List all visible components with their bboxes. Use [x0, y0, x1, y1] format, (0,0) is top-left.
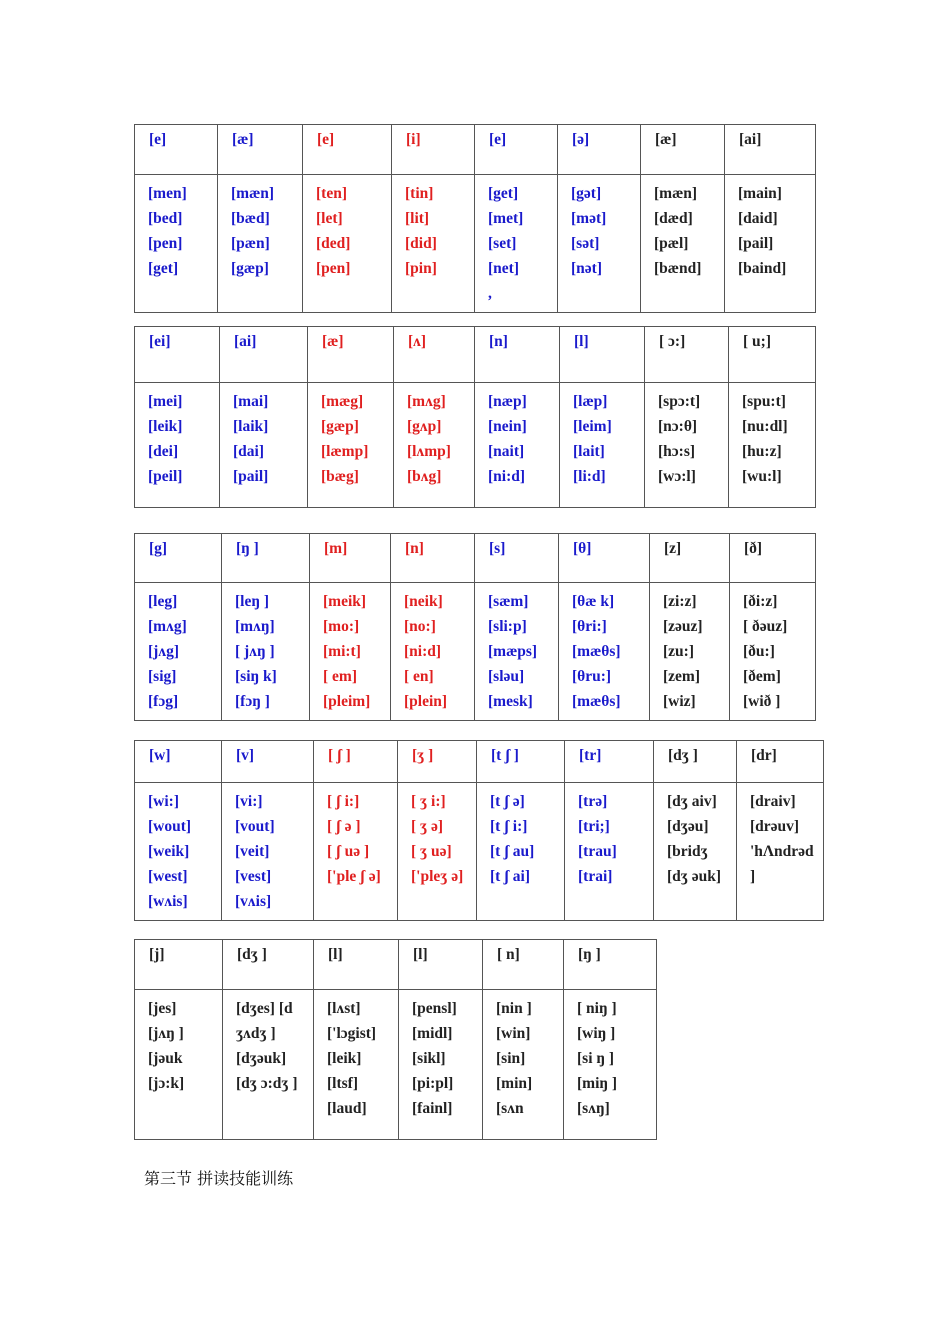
- phoneme-header-cell: [477, 741, 565, 783]
- example-word: [vʌis]: [235, 893, 272, 910]
- example-word: [pensl]: [412, 1000, 457, 1017]
- example-word: [nin ]: [496, 1000, 532, 1017]
- example-word: [win]: [496, 1025, 531, 1042]
- example-words-cell: [391, 583, 475, 721]
- example-word: [li:d]: [573, 468, 606, 485]
- example-words-cell: [135, 383, 220, 508]
- example-word: ['ple ʃ ə]: [327, 868, 381, 885]
- example-words-cell: [222, 583, 310, 721]
- phoneme-symbol: [θ]: [573, 540, 592, 557]
- example-words-cell: [314, 783, 398, 921]
- example-word: [sæm]: [488, 593, 529, 610]
- phoneme-symbol: [w]: [149, 747, 171, 764]
- example-word: [bæd]: [231, 210, 270, 227]
- example-word: [men]: [148, 185, 187, 202]
- example-word: [trau]: [578, 843, 617, 860]
- example-word: [zəuz]: [663, 618, 703, 635]
- example-word: [ ðəuz]: [743, 618, 788, 635]
- phoneme-header-cell: [135, 125, 218, 175]
- example-word: [mæg]: [321, 393, 364, 410]
- example-words-cell: [477, 783, 565, 921]
- example-words-cell: [641, 175, 725, 313]
- phoneme-symbol: [ai]: [234, 333, 257, 350]
- example-words-cell: [475, 583, 559, 721]
- example-words-cell: [565, 783, 654, 921]
- phonetics-table-1: [134, 124, 816, 313]
- phonetics-table-3: [134, 533, 816, 721]
- example-word: [laik]: [233, 418, 269, 435]
- phoneme-header-cell: [220, 327, 308, 383]
- phoneme-header-cell: [394, 327, 475, 383]
- example-word: [ ʃ uə ]: [327, 843, 370, 860]
- phoneme-header-cell: [398, 741, 477, 783]
- phoneme-symbol: [l]: [328, 946, 343, 963]
- phoneme-header-cell: [645, 327, 729, 383]
- example-word: [wiŋ ]: [577, 1025, 616, 1042]
- phoneme-symbol: [ u;]: [743, 333, 771, 350]
- example-word: [meik]: [323, 593, 367, 610]
- example-word: [daid]: [738, 210, 778, 227]
- example-word: [θæ k]: [572, 593, 615, 610]
- phoneme-header-cell: [475, 327, 560, 383]
- example-word: [met]: [488, 210, 524, 227]
- section-title: 第三节 拼读技能训练: [144, 1169, 294, 1188]
- example-word: [zu:]: [663, 643, 694, 660]
- phoneme-header-cell: [303, 125, 392, 175]
- example-word: [zem]: [663, 668, 700, 685]
- example-word: [dæd]: [654, 210, 693, 227]
- phoneme-header-cell: [641, 125, 725, 175]
- phoneme-header-cell: [729, 327, 816, 383]
- example-word: [dʒ aiv]: [667, 793, 717, 810]
- example-word: [wið ]: [743, 693, 781, 710]
- phoneme-symbol: [t ʃ ]: [491, 747, 519, 764]
- example-word: [ði:z]: [743, 593, 778, 610]
- phoneme-symbol: [æ]: [655, 131, 677, 148]
- phoneme-symbol: [z]: [664, 540, 682, 557]
- example-word: [θri:]: [572, 618, 607, 635]
- example-word: [weik]: [148, 843, 190, 860]
- example-word: 'hΛndrəd: [750, 843, 814, 860]
- phoneme-symbol: [j]: [149, 946, 165, 963]
- example-word: [miŋ ]: [577, 1075, 618, 1092]
- phoneme-header-cell: [135, 327, 220, 383]
- example-word: [mæps]: [488, 643, 538, 660]
- phoneme-header-cell: [737, 741, 824, 783]
- example-word: [wʌis]: [148, 893, 188, 910]
- example-word: [mei]: [148, 393, 183, 410]
- example-word: [siŋ k]: [235, 668, 277, 685]
- phoneme-header-cell: [654, 741, 737, 783]
- example-word: [ jʌŋ ]: [235, 643, 275, 660]
- example-word: [vi:]: [235, 793, 263, 810]
- phoneme-header-cell: [135, 534, 222, 583]
- example-word: [ni:d]: [404, 643, 442, 660]
- example-word: [ en]: [404, 668, 434, 685]
- example-word: [ðem]: [743, 668, 781, 685]
- words-row: [135, 990, 657, 1140]
- phonetics-table-2: [134, 326, 816, 508]
- example-word: [nɔ:θ]: [658, 418, 698, 435]
- phoneme-symbol: [dʒ ]: [237, 946, 267, 963]
- example-word: [læmp]: [321, 443, 369, 460]
- phoneme-symbol: [ʒ ]: [412, 747, 434, 764]
- phoneme-header-cell: [222, 534, 310, 583]
- example-word: [tri;]: [578, 818, 610, 835]
- example-word: [let]: [316, 210, 343, 227]
- example-words-cell: [559, 583, 650, 721]
- example-word: [dʒəuk]: [236, 1050, 287, 1067]
- example-word: [leik]: [148, 418, 183, 435]
- example-word: [spɔ:t]: [658, 393, 701, 410]
- phoneme-header-cell: [725, 125, 816, 175]
- phoneme-header-cell: [135, 940, 223, 990]
- example-word: [ ʃ i:]: [327, 793, 360, 810]
- example-word: [bed]: [148, 210, 183, 227]
- example-words-cell: [399, 990, 483, 1140]
- example-word: [ ʒ ə]: [411, 818, 444, 835]
- example-word: [pen]: [316, 260, 351, 277]
- example-word: [vout]: [235, 818, 275, 835]
- example-words-cell: [650, 583, 730, 721]
- example-word: [ em]: [323, 668, 357, 685]
- phoneme-header-cell: [475, 125, 558, 175]
- example-word: [ten]: [316, 185, 347, 202]
- header-row: [135, 534, 816, 583]
- example-word: [ ʒ i:]: [411, 793, 446, 810]
- example-word: [dei]: [148, 443, 179, 460]
- example-word: [dai]: [233, 443, 264, 460]
- phoneme-symbol: [ə]: [572, 131, 590, 148]
- example-word: [west]: [148, 868, 188, 885]
- phoneme-symbol: [ŋ ]: [578, 946, 601, 963]
- phonetics-table-4: [134, 740, 824, 921]
- phoneme-header-cell: [565, 741, 654, 783]
- example-word: [neik]: [404, 593, 443, 610]
- example-word: [bridʒ: [667, 843, 708, 860]
- phoneme-header-cell: [392, 125, 475, 175]
- example-word: [get]: [488, 185, 519, 202]
- phoneme-symbol: [ð]: [744, 540, 763, 557]
- example-words-cell: [135, 583, 222, 721]
- example-words-cell: [392, 175, 475, 313]
- example-word: [min]: [496, 1075, 533, 1092]
- example-word: [gæp]: [321, 418, 359, 435]
- example-word: [no:]: [404, 618, 436, 635]
- example-word: [leŋ ]: [235, 593, 270, 610]
- phoneme-symbol: [dr]: [751, 747, 777, 764]
- example-words-cell: [222, 783, 314, 921]
- example-words-cell: [654, 783, 737, 921]
- phoneme-symbol: [l]: [574, 333, 589, 350]
- example-word: [lait]: [573, 443, 605, 460]
- phoneme-symbol: [n]: [405, 540, 424, 557]
- phoneme-symbol: [dʒ ]: [668, 747, 698, 764]
- header-row: [135, 327, 816, 383]
- example-word: [mət]: [571, 210, 607, 227]
- example-word: [sli:p]: [488, 618, 527, 635]
- header-row: [135, 741, 824, 783]
- example-word: [hɔ:s]: [658, 443, 696, 460]
- example-word: [nein]: [488, 418, 527, 435]
- phoneme-header-cell: [564, 940, 657, 990]
- example-word: [nait]: [488, 443, 525, 460]
- example-words-cell: [725, 175, 816, 313]
- phoneme-symbol: [e]: [489, 131, 507, 148]
- example-word: [mæn]: [654, 185, 698, 202]
- phoneme-symbol: [e]: [317, 131, 335, 148]
- phoneme-header-cell: [399, 940, 483, 990]
- example-words-cell: [564, 990, 657, 1140]
- example-words-cell: [729, 383, 816, 508]
- example-word: [ ʃ ə ]: [327, 818, 361, 835]
- phoneme-header-cell: [314, 741, 398, 783]
- example-words-cell: [558, 175, 641, 313]
- phoneme-header-cell: [222, 741, 314, 783]
- example-word: [ðu:]: [743, 643, 775, 660]
- example-word: [ ʒ uə]: [411, 843, 452, 860]
- example-word: [mæn]: [231, 185, 275, 202]
- phoneme-header-cell: [558, 125, 641, 175]
- example-word: [ltsf]: [327, 1075, 358, 1092]
- phoneme-symbol: [æ]: [232, 131, 254, 148]
- example-word: [draiv]: [750, 793, 796, 810]
- example-word: [pi:pl]: [412, 1075, 454, 1092]
- example-word: [gət]: [571, 185, 602, 202]
- phoneme-symbol: [n]: [489, 333, 508, 350]
- example-words-cell: [135, 175, 218, 313]
- example-word: [nət]: [571, 260, 602, 277]
- example-words-cell: [737, 783, 824, 921]
- example-word: [mæθs]: [572, 693, 621, 710]
- example-words-cell: [314, 990, 399, 1140]
- example-word: [t ʃ au]: [490, 843, 535, 860]
- phoneme-header-cell: [730, 534, 816, 583]
- example-word: [si ŋ ]: [577, 1050, 615, 1067]
- phoneme-header-cell: [218, 125, 303, 175]
- example-word: [trai]: [578, 868, 613, 885]
- phoneme-header-cell: [135, 741, 222, 783]
- example-words-cell: [560, 383, 645, 508]
- example-word: [jes]: [148, 1000, 177, 1017]
- example-word: [jəuk: [148, 1050, 183, 1067]
- phoneme-symbol: [ai]: [739, 131, 762, 148]
- example-word: [net]: [488, 260, 519, 277]
- header-row: [135, 940, 657, 990]
- example-word: [jʌg]: [148, 643, 179, 660]
- phoneme-header-cell: [314, 940, 399, 990]
- example-word: [veit]: [235, 843, 270, 860]
- example-word: [sig]: [148, 668, 177, 685]
- example-word: [t ʃ ai]: [490, 868, 530, 885]
- example-word: [wiz]: [663, 693, 696, 710]
- example-word: [sʌŋ]: [577, 1100, 610, 1117]
- words-row: [135, 175, 816, 313]
- example-word: [midl]: [412, 1025, 453, 1042]
- example-word: [lʌst]: [327, 1000, 361, 1017]
- example-word: [get]: [148, 260, 179, 277]
- example-word: [mʌg]: [407, 393, 446, 410]
- example-word: [fainl]: [412, 1100, 453, 1117]
- example-words-cell: [398, 783, 477, 921]
- example-word: [did]: [405, 235, 437, 252]
- example-word: [leg]: [148, 593, 178, 610]
- phoneme-header-cell: [308, 327, 394, 383]
- words-row: [135, 583, 816, 721]
- example-word: [dʒes] [d: [236, 1000, 293, 1017]
- phoneme-symbol: [m]: [324, 540, 348, 557]
- example-words-cell: [135, 990, 223, 1140]
- phoneme-symbol: [ʌ]: [408, 333, 427, 350]
- example-word: [jɔ:k]: [148, 1075, 185, 1092]
- example-words-cell: [218, 175, 303, 313]
- example-word: [ded]: [316, 235, 351, 252]
- example-word: [mʌŋ]: [235, 618, 275, 635]
- phoneme-symbol: [ei]: [149, 333, 171, 350]
- example-word: [mo:]: [323, 618, 360, 635]
- example-word: [bʌg]: [407, 468, 442, 485]
- phoneme-header-cell: [483, 940, 564, 990]
- example-word: [vest]: [235, 868, 272, 885]
- example-word: [wi:]: [148, 793, 179, 810]
- example-word: [fɔŋ ]: [235, 693, 270, 710]
- example-words-cell: [308, 383, 394, 508]
- phoneme-header-cell: [310, 534, 391, 583]
- phoneme-header-cell: [475, 534, 559, 583]
- phoneme-header-cell: [391, 534, 475, 583]
- example-word: [læp]: [573, 393, 608, 410]
- example-word: [wɔ:l]: [658, 468, 696, 485]
- example-word: [hu:z]: [742, 443, 782, 460]
- example-words-cell: [645, 383, 729, 508]
- example-words-cell: [394, 383, 475, 508]
- example-words-cell: [220, 383, 308, 508]
- phoneme-symbol: [l]: [413, 946, 428, 963]
- example-word: [gæp]: [231, 260, 269, 277]
- example-word: [dʒ əuk]: [667, 868, 722, 885]
- example-word: [sləu]: [488, 668, 525, 685]
- example-word: [sin]: [496, 1050, 526, 1067]
- phonetics-table-5: [134, 939, 657, 1140]
- example-word: [pæn]: [231, 235, 270, 252]
- example-word: [laud]: [327, 1100, 367, 1117]
- example-word: [drəuv]: [750, 818, 800, 835]
- example-words-cell: [475, 383, 560, 508]
- example-word: [pæl]: [654, 235, 689, 252]
- example-words-cell: [483, 990, 564, 1140]
- example-word: [t ʃ ə]: [490, 793, 525, 810]
- phoneme-header-cell: [223, 940, 314, 990]
- example-word: [gʌp]: [407, 418, 442, 435]
- example-word: [fɔg]: [148, 693, 179, 710]
- phoneme-symbol: [ ʃ ]: [328, 747, 351, 764]
- example-word: [jʌŋ ]: [148, 1025, 184, 1042]
- phoneme-header-cell: [560, 327, 645, 383]
- example-word: [lʌmp]: [407, 443, 451, 460]
- example-word: [pail]: [233, 468, 269, 485]
- example-word: [zi:z]: [663, 593, 697, 610]
- example-word: [mʌg]: [148, 618, 187, 635]
- example-word: ['lɔgist]: [327, 1025, 377, 1042]
- example-word: [wu:l]: [742, 468, 782, 485]
- example-word: [bænd]: [654, 260, 702, 277]
- example-word: [main]: [738, 185, 782, 202]
- example-word: [pin]: [405, 260, 437, 277]
- example-words-cell: [475, 175, 558, 313]
- example-word: ['pleʒ ə]: [411, 868, 464, 885]
- example-word: [leim]: [573, 418, 612, 435]
- example-word: [mai]: [233, 393, 269, 410]
- example-word: [ niŋ ]: [577, 1000, 617, 1017]
- phoneme-symbol: [g]: [149, 540, 168, 557]
- example-word: [pen]: [148, 235, 183, 252]
- phoneme-symbol: [s]: [489, 540, 506, 557]
- example-word: [mi:t]: [323, 643, 361, 660]
- example-word: [lit]: [405, 210, 430, 227]
- phoneme-symbol: [e]: [149, 131, 167, 148]
- example-word: [tin]: [405, 185, 434, 202]
- example-word: [mæθs]: [572, 643, 621, 660]
- example-word: [ni:d]: [488, 468, 526, 485]
- example-word: [set]: [488, 235, 517, 252]
- example-word: [t ʃ i:]: [490, 818, 528, 835]
- example-word: [pleim]: [323, 693, 371, 710]
- example-word: [nu:dl]: [742, 418, 788, 435]
- phoneme-header-cell: [559, 534, 650, 583]
- phoneme-header-cell: [650, 534, 730, 583]
- example-word: [dʒ ɔ:dʒ ]: [236, 1075, 298, 1092]
- example-word: ,: [488, 285, 492, 302]
- example-word: [sət]: [571, 235, 600, 252]
- example-word: [sikl]: [412, 1050, 446, 1067]
- example-word: [θru:]: [572, 668, 612, 685]
- example-words-cell: [223, 990, 314, 1140]
- example-words-cell: [135, 783, 222, 921]
- phoneme-symbol: [v]: [236, 747, 255, 764]
- example-word: [trə]: [578, 793, 608, 810]
- example-words-cell: [310, 583, 391, 721]
- phoneme-symbol: [tr]: [579, 747, 602, 764]
- words-row: [135, 383, 816, 508]
- example-word: [leik]: [327, 1050, 362, 1067]
- example-words-cell: [730, 583, 816, 721]
- example-word: [baind]: [738, 260, 787, 277]
- example-word: [peil]: [148, 468, 183, 485]
- example-word: [pail]: [738, 235, 774, 252]
- example-word: [bæg]: [321, 468, 359, 485]
- example-word: [næp]: [488, 393, 527, 410]
- example-word: ʒʌdʒ ]: [236, 1025, 276, 1042]
- phoneme-symbol: [æ]: [322, 333, 344, 350]
- example-words-cell: [303, 175, 392, 313]
- phoneme-symbol: [i]: [406, 131, 421, 148]
- example-word: [dʒəu]: [667, 818, 709, 835]
- example-word: [plein]: [404, 693, 448, 710]
- header-row: [135, 125, 816, 175]
- example-word: [sʌn: [496, 1100, 524, 1117]
- words-row: [135, 783, 824, 921]
- phoneme-symbol: [ n]: [497, 946, 520, 963]
- phoneme-symbol: [ ɔ:]: [659, 333, 686, 350]
- example-word: [wout]: [148, 818, 192, 835]
- example-word: [mesk]: [488, 693, 533, 710]
- phoneme-symbol: [ŋ ]: [236, 540, 259, 557]
- example-word: ]: [750, 868, 756, 885]
- example-word: [spu:t]: [742, 393, 786, 410]
